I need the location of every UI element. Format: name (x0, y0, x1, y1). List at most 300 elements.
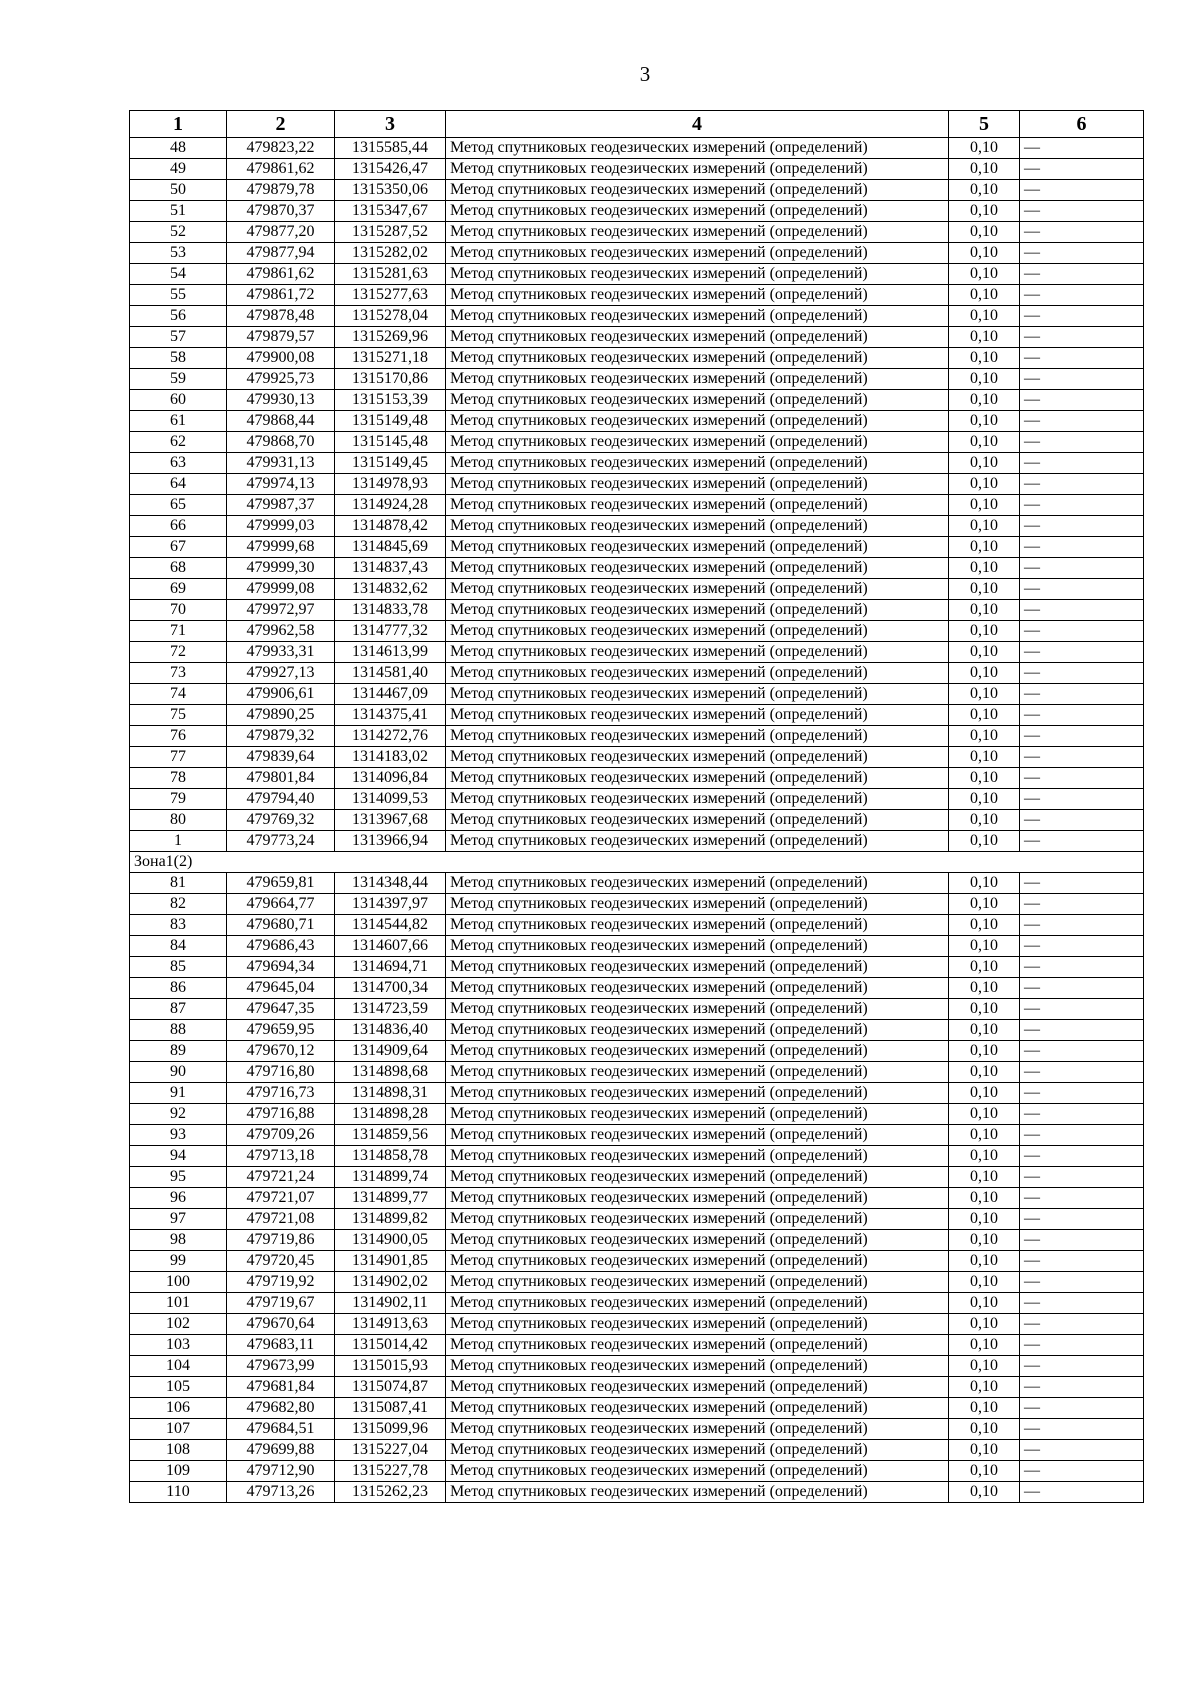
table-body (130, 138, 1144, 1503)
table-row (130, 1209, 1144, 1230)
x-coordinate: 479877,20 (227, 222, 335, 243)
x-coordinate: 479721,07 (227, 1188, 335, 1209)
method-cell: Метод спутниковых геодезических измерений (определений) (446, 558, 949, 579)
point-number: 56 (130, 306, 227, 327)
y-coordinate: 1314858,78 (335, 1146, 446, 1167)
precision-cell: 0,10 (949, 432, 1020, 453)
table-row (130, 642, 1144, 663)
table-row (130, 285, 1144, 306)
table-row (130, 810, 1144, 831)
x-coordinate: 479709,26 (227, 1125, 335, 1146)
x-coordinate: 479972,97 (227, 600, 335, 621)
method-cell: Метод спутниковых геодезических измерений (определений) (446, 705, 949, 726)
method-cell: Метод спутниковых геодезических измерений (определений) (446, 684, 949, 705)
precision-cell: 0,10 (949, 390, 1020, 411)
y-coordinate: 1314899,74 (335, 1167, 446, 1188)
table-row (130, 789, 1144, 810)
x-coordinate: 479720,45 (227, 1251, 335, 1272)
precision-cell: 0,10 (949, 1188, 1020, 1209)
method-cell: Метод спутниковых геодезических измерений (определений) (446, 1188, 949, 1209)
note-cell: — (1020, 915, 1144, 936)
y-coordinate: 1315277,63 (335, 285, 446, 306)
point-number: 99 (130, 1251, 227, 1272)
point-number: 73 (130, 663, 227, 684)
table-row (130, 495, 1144, 516)
x-coordinate: 479699,88 (227, 1440, 335, 1461)
table-row (130, 369, 1144, 390)
note-cell: — (1020, 873, 1144, 894)
method-cell: Метод спутниковых геодезических измерений (определений) (446, 663, 949, 684)
x-coordinate: 479868,44 (227, 411, 335, 432)
method-cell: Метод спутниковых геодезических измерений (определений) (446, 747, 949, 768)
x-coordinate: 479999,08 (227, 579, 335, 600)
note-cell: — (1020, 1461, 1144, 1482)
note-cell: — (1020, 1083, 1144, 1104)
y-coordinate: 1314183,02 (335, 747, 446, 768)
y-coordinate: 1315014,42 (335, 1335, 446, 1356)
precision-cell: 0,10 (949, 1356, 1020, 1377)
precision-cell: 0,10 (949, 1293, 1020, 1314)
point-number: 50 (130, 180, 227, 201)
header-col-3: 3 (335, 111, 446, 138)
y-coordinate: 1315015,93 (335, 1356, 446, 1377)
method-cell: Метод спутниковых геодезических измерений (определений) (446, 369, 949, 390)
y-coordinate: 1315426,47 (335, 159, 446, 180)
table-row (130, 558, 1144, 579)
note-cell: — (1020, 1377, 1144, 1398)
method-cell: Метод спутниковых геодезических измерений (определений) (446, 1104, 949, 1125)
y-coordinate: 1315350,06 (335, 180, 446, 201)
note-cell: — (1020, 1440, 1144, 1461)
note-cell: — (1020, 1293, 1144, 1314)
note-cell: — (1020, 957, 1144, 978)
point-number: 61 (130, 411, 227, 432)
y-coordinate: 1314898,31 (335, 1083, 446, 1104)
y-coordinate: 1314902,11 (335, 1293, 446, 1314)
table-row (130, 243, 1144, 264)
table-row (130, 1377, 1144, 1398)
method-cell: Метод спутниковых геодезических измерений (определений) (446, 978, 949, 999)
method-cell: Метод спутниковых геодезических измерений (определений) (446, 1398, 949, 1419)
point-number: 59 (130, 369, 227, 390)
x-coordinate: 479713,18 (227, 1146, 335, 1167)
table-row (130, 264, 1144, 285)
precision-cell: 0,10 (949, 495, 1020, 516)
y-coordinate: 1315087,41 (335, 1398, 446, 1419)
table-row (130, 1461, 1144, 1482)
table-row (130, 516, 1144, 537)
note-cell: — (1020, 831, 1144, 852)
note-cell: — (1020, 1041, 1144, 1062)
y-coordinate: 1314832,62 (335, 579, 446, 600)
precision-cell: 0,10 (949, 327, 1020, 348)
coordinates-table (129, 110, 1144, 1503)
note-cell: — (1020, 327, 1144, 348)
point-number: 76 (130, 726, 227, 747)
y-coordinate: 1314900,05 (335, 1230, 446, 1251)
point-number: 101 (130, 1293, 227, 1314)
point-number: 60 (130, 390, 227, 411)
point-number: 102 (130, 1314, 227, 1335)
note-cell: — (1020, 285, 1144, 306)
method-cell: Метод спутниковых геодезических измерений (определений) (446, 1440, 949, 1461)
note-cell: — (1020, 432, 1144, 453)
y-coordinate: 1315227,04 (335, 1440, 446, 1461)
table-row (130, 1482, 1144, 1503)
point-number: 65 (130, 495, 227, 516)
note-cell: — (1020, 1209, 1144, 1230)
note-cell: — (1020, 1020, 1144, 1041)
x-coordinate: 479987,37 (227, 495, 335, 516)
precision-cell: 0,10 (949, 1146, 1020, 1167)
method-cell: Метод спутниковых геодезических измерений (определений) (446, 579, 949, 600)
precision-cell: 0,10 (949, 600, 1020, 621)
note-cell: — (1020, 1104, 1144, 1125)
point-number: 88 (130, 1020, 227, 1041)
x-coordinate: 479925,73 (227, 369, 335, 390)
table-row (130, 411, 1144, 432)
y-coordinate: 1314397,97 (335, 894, 446, 915)
precision-cell: 0,10 (949, 1419, 1020, 1440)
precision-cell: 0,10 (949, 915, 1020, 936)
table-row (130, 663, 1144, 684)
precision-cell: 0,10 (949, 159, 1020, 180)
method-cell: Метод спутниковых геодезических измерений (определений) (446, 1209, 949, 1230)
x-coordinate: 479999,30 (227, 558, 335, 579)
point-number: 92 (130, 1104, 227, 1125)
x-coordinate: 479719,92 (227, 1272, 335, 1293)
point-number: 110 (130, 1482, 227, 1503)
method-cell: Метод спутниковых геодезических измерений (определений) (446, 600, 949, 621)
note-cell: — (1020, 936, 1144, 957)
note-cell: — (1020, 642, 1144, 663)
x-coordinate: 479716,80 (227, 1062, 335, 1083)
precision-cell: 0,10 (949, 474, 1020, 495)
point-number: 85 (130, 957, 227, 978)
precision-cell: 0,10 (949, 138, 1020, 159)
y-coordinate: 1315149,45 (335, 453, 446, 474)
method-cell: Метод спутниковых геодезических измерений (определений) (446, 1062, 949, 1083)
precision-cell: 0,10 (949, 537, 1020, 558)
note-cell: — (1020, 1251, 1144, 1272)
y-coordinate: 1314898,28 (335, 1104, 446, 1125)
x-coordinate: 479930,13 (227, 390, 335, 411)
page-number: 3 (639, 62, 651, 86)
note-cell: — (1020, 600, 1144, 621)
note-cell: — (1020, 894, 1144, 915)
method-cell: Метод спутниковых геодезических измерений (определений) (446, 474, 949, 495)
y-coordinate: 1314878,42 (335, 516, 446, 537)
precision-cell: 0,10 (949, 705, 1020, 726)
table-row (130, 957, 1144, 978)
y-coordinate: 1313967,68 (335, 810, 446, 831)
point-number: 70 (130, 600, 227, 621)
table-row (130, 621, 1144, 642)
y-coordinate: 1314581,40 (335, 663, 446, 684)
note-cell: — (1020, 1335, 1144, 1356)
method-cell: Метод спутниковых геодезических измерений (определений) (446, 159, 949, 180)
note-cell: — (1020, 1314, 1144, 1335)
x-coordinate: 479879,78 (227, 180, 335, 201)
y-coordinate: 1314924,28 (335, 495, 446, 516)
y-coordinate: 1315287,52 (335, 222, 446, 243)
precision-cell: 0,10 (949, 789, 1020, 810)
x-coordinate: 479878,48 (227, 306, 335, 327)
header-col-2: 2 (227, 111, 335, 138)
table-row (130, 1020, 1144, 1041)
y-coordinate: 1315271,18 (335, 348, 446, 369)
table-row (130, 1440, 1144, 1461)
y-coordinate: 1314544,82 (335, 915, 446, 936)
y-coordinate: 1314723,59 (335, 999, 446, 1020)
header-col-6: 6 (1020, 111, 1144, 138)
precision-cell: 0,10 (949, 201, 1020, 222)
precision-cell: 0,10 (949, 894, 1020, 915)
method-cell: Метод спутниковых геодезических измерений (определений) (446, 999, 949, 1020)
note-cell: — (1020, 1188, 1144, 1209)
precision-cell: 0,10 (949, 1230, 1020, 1251)
y-coordinate: 1314899,77 (335, 1188, 446, 1209)
point-number: 94 (130, 1146, 227, 1167)
note-cell: — (1020, 726, 1144, 747)
method-cell: Метод спутниковых геодезических измерений (определений) (446, 348, 949, 369)
method-cell: Метод спутниковых геодезических измерений (определений) (446, 495, 949, 516)
table-row (130, 1188, 1144, 1209)
x-coordinate: 479713,26 (227, 1482, 335, 1503)
table-row (130, 831, 1144, 852)
y-coordinate: 1314898,68 (335, 1062, 446, 1083)
point-number: 80 (130, 810, 227, 831)
method-cell: Метод спутниковых геодезических измерений (определений) (446, 1293, 949, 1314)
note-cell: — (1020, 747, 1144, 768)
point-number: 84 (130, 936, 227, 957)
point-number: 98 (130, 1230, 227, 1251)
precision-cell: 0,10 (949, 999, 1020, 1020)
point-number: 52 (130, 222, 227, 243)
y-coordinate: 1315153,39 (335, 390, 446, 411)
precision-cell: 0,10 (949, 831, 1020, 852)
point-number: 48 (130, 138, 227, 159)
y-coordinate: 1315585,44 (335, 138, 446, 159)
point-number: 66 (130, 516, 227, 537)
x-coordinate: 479868,70 (227, 432, 335, 453)
point-number: 62 (130, 432, 227, 453)
precision-cell: 0,10 (949, 1335, 1020, 1356)
point-number: 78 (130, 768, 227, 789)
note-cell: — (1020, 264, 1144, 285)
point-number: 49 (130, 159, 227, 180)
precision-cell: 0,10 (949, 1041, 1020, 1062)
precision-cell: 0,10 (949, 663, 1020, 684)
precision-cell: 0,10 (949, 957, 1020, 978)
method-cell: Метод спутниковых геодезических измерений (определений) (446, 306, 949, 327)
point-number: 109 (130, 1461, 227, 1482)
precision-cell: 0,10 (949, 726, 1020, 747)
x-coordinate: 479721,24 (227, 1167, 335, 1188)
method-cell: Метод спутниковых геодезических измерений (определений) (446, 726, 949, 747)
method-cell: Метод спутниковых геодезических измерений (определений) (446, 327, 949, 348)
precision-cell: 0,10 (949, 747, 1020, 768)
note-cell: — (1020, 999, 1144, 1020)
y-coordinate: 1314375,41 (335, 705, 446, 726)
precision-cell: 0,10 (949, 642, 1020, 663)
note-cell: — (1020, 474, 1144, 495)
table-row (130, 1251, 1144, 1272)
note-cell: — (1020, 411, 1144, 432)
note-cell: — (1020, 537, 1144, 558)
y-coordinate: 1314845,69 (335, 537, 446, 558)
y-coordinate: 1314913,63 (335, 1314, 446, 1335)
method-cell: Метод спутниковых геодезических измерений (определений) (446, 1125, 949, 1146)
table-row (130, 1419, 1144, 1440)
point-number: 54 (130, 264, 227, 285)
y-coordinate: 1315145,48 (335, 432, 446, 453)
method-cell: Метод спутниковых геодезических измерений (определений) (446, 243, 949, 264)
method-cell: Метод спутниковых геодезических измерений (определений) (446, 138, 949, 159)
point-number: 75 (130, 705, 227, 726)
method-cell: Метод спутниковых геодезических измерений (определений) (446, 1083, 949, 1104)
method-cell: Метод спутниковых геодезических измерений (определений) (446, 285, 949, 306)
note-cell: — (1020, 978, 1144, 999)
table-row (130, 978, 1144, 999)
table-row (130, 1356, 1144, 1377)
table-row (130, 432, 1144, 453)
point-number: 58 (130, 348, 227, 369)
point-number: 108 (130, 1440, 227, 1461)
method-cell: Метод спутниковых геодезических измерений (определений) (446, 1314, 949, 1335)
point-number: 103 (130, 1335, 227, 1356)
y-coordinate: 1314348,44 (335, 873, 446, 894)
note-cell: — (1020, 159, 1144, 180)
point-number: 74 (130, 684, 227, 705)
y-coordinate: 1315227,78 (335, 1461, 446, 1482)
point-number: 64 (130, 474, 227, 495)
table-row (130, 894, 1144, 915)
table-row (130, 201, 1144, 222)
point-number: 107 (130, 1419, 227, 1440)
table-row (130, 1314, 1144, 1335)
point-number: 77 (130, 747, 227, 768)
note-cell: — (1020, 348, 1144, 369)
precision-cell: 0,10 (949, 768, 1020, 789)
note-cell: — (1020, 579, 1144, 600)
method-cell: Метод спутниковых геодезических измерений (определений) (446, 1356, 949, 1377)
zone-row (130, 852, 1144, 873)
point-number: 87 (130, 999, 227, 1020)
precision-cell: 0,10 (949, 453, 1020, 474)
method-cell: Метод спутниковых геодезических измерений (определений) (446, 1461, 949, 1482)
note-cell: — (1020, 1146, 1144, 1167)
point-number: 95 (130, 1167, 227, 1188)
x-coordinate: 479870,37 (227, 201, 335, 222)
precision-cell: 0,10 (949, 936, 1020, 957)
method-cell: Метод спутниковых геодезических измерений (определений) (446, 915, 949, 936)
precision-cell: 0,10 (949, 1020, 1020, 1041)
x-coordinate: 479769,32 (227, 810, 335, 831)
table-row (130, 1083, 1144, 1104)
header-col-1: 1 (130, 111, 227, 138)
y-coordinate: 1315099,96 (335, 1419, 446, 1440)
point-number: 55 (130, 285, 227, 306)
x-coordinate: 479900,08 (227, 348, 335, 369)
x-coordinate: 479861,62 (227, 159, 335, 180)
x-coordinate: 479719,67 (227, 1293, 335, 1314)
x-coordinate: 479999,03 (227, 516, 335, 537)
precision-cell: 0,10 (949, 1062, 1020, 1083)
precision-cell: 0,10 (949, 180, 1020, 201)
method-cell: Метод спутниковых геодезических измерений (определений) (446, 642, 949, 663)
note-cell: — (1020, 1062, 1144, 1083)
precision-cell: 0,10 (949, 1482, 1020, 1503)
x-coordinate: 479681,84 (227, 1377, 335, 1398)
table-row (130, 159, 1144, 180)
zone-label: Зона1(2) (130, 852, 1144, 873)
precision-cell: 0,10 (949, 1104, 1020, 1125)
precision-cell: 0,10 (949, 579, 1020, 600)
method-cell: Метод спутниковых геодезических измерений (определений) (446, 1251, 949, 1272)
method-cell: Метод спутниковых геодезических измерений (определений) (446, 936, 949, 957)
point-number: 63 (130, 453, 227, 474)
x-coordinate: 479670,12 (227, 1041, 335, 1062)
point-number: 93 (130, 1125, 227, 1146)
precision-cell: 0,10 (949, 1167, 1020, 1188)
x-coordinate: 479962,58 (227, 621, 335, 642)
note-cell: — (1020, 222, 1144, 243)
precision-cell: 0,10 (949, 1083, 1020, 1104)
point-number: 106 (130, 1398, 227, 1419)
table-row (130, 1146, 1144, 1167)
precision-cell: 0,10 (949, 1314, 1020, 1335)
table-row (130, 873, 1144, 894)
note-cell: — (1020, 453, 1144, 474)
y-coordinate: 1314467,09 (335, 684, 446, 705)
method-cell: Метод спутниковых геодезических измерений (определений) (446, 1020, 949, 1041)
method-cell: Метод спутниковых геодезических измерений (определений) (446, 1167, 949, 1188)
note-cell: — (1020, 1125, 1144, 1146)
table-row (130, 1104, 1144, 1125)
precision-cell: 0,10 (949, 1440, 1020, 1461)
y-coordinate: 1314899,82 (335, 1209, 446, 1230)
note-cell: — (1020, 1482, 1144, 1503)
y-coordinate: 1314272,76 (335, 726, 446, 747)
precision-cell: 0,10 (949, 978, 1020, 999)
x-coordinate: 479931,13 (227, 453, 335, 474)
note-cell: — (1020, 810, 1144, 831)
table-row (130, 684, 1144, 705)
precision-cell: 0,10 (949, 1272, 1020, 1293)
table-row (130, 1041, 1144, 1062)
precision-cell: 0,10 (949, 411, 1020, 432)
table-row (130, 306, 1144, 327)
table-row (130, 1398, 1144, 1419)
table-row (130, 138, 1144, 159)
y-coordinate: 1314902,02 (335, 1272, 446, 1293)
method-cell: Метод спутниковых геодезических измерений (определений) (446, 831, 949, 852)
x-coordinate: 479794,40 (227, 789, 335, 810)
table-row (130, 726, 1144, 747)
precision-cell: 0,10 (949, 348, 1020, 369)
note-cell: — (1020, 684, 1144, 705)
table-row (130, 600, 1144, 621)
y-coordinate: 1315262,23 (335, 1482, 446, 1503)
point-number: 82 (130, 894, 227, 915)
table-header-row (130, 111, 1144, 138)
method-cell: Метод спутниковых геодезических измерений (определений) (446, 1272, 949, 1293)
x-coordinate: 479712,90 (227, 1461, 335, 1482)
y-coordinate: 1314099,53 (335, 789, 446, 810)
table-row (130, 327, 1144, 348)
method-cell: Метод спутниковых геодезических измерений (определений) (446, 873, 949, 894)
